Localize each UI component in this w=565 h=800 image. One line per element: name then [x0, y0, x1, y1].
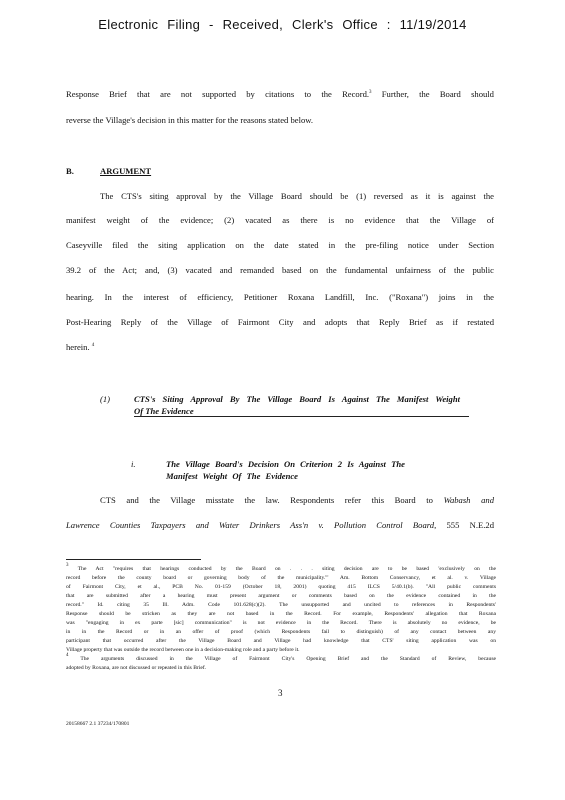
- footnote-ref: 3: [369, 90, 372, 95]
- subheading-line: The Village Board's Decision On Criterion 2 Is Against The: [166, 459, 405, 469]
- subheading-number: i.: [131, 459, 136, 469]
- body-line: 39.2 of the Act; and, (3) vacated and remanded based on the fundamental unfairness of the public: [66, 265, 494, 275]
- body-line: Caseyville filed the siting application on the date stated in the pre-filing notice under Section: [66, 240, 494, 250]
- footnote-line: record before the county board or governing body of the municipality.'" Am. Bottom Conservancy, et al. v. Village: [66, 575, 496, 581]
- body-line: Post-Hearing Reply of the Village of Fairmont City and adopts that Reply Brief as if restated: [66, 317, 494, 327]
- footnote-line: $^3$ The Act "requires that hearings conducted by the Board on . . . siting decision are to be based 'exclusively on the: [66, 563, 496, 572]
- body-line: herein. $^4$: [66, 342, 95, 352]
- footnote-line: Response should be stricken as they are not based in the Record. For example, Respondents' allegation that Roxana: [66, 611, 496, 617]
- footnote-line: was "engaging in ex parte [sic] communication" is not evidence in the Record. There is absolutely no evidence, be: [66, 620, 496, 626]
- body-line: reverse the Village's decision in this matter for the reasons stated below.: [66, 115, 314, 125]
- section-letter: B.: [66, 166, 74, 176]
- footnote-ref: 4: [91, 343, 95, 348]
- footnote-line: that are submitted after a hearing must present argument or comments based on the evidence contained in the: [66, 593, 496, 599]
- footnote-line: $^4$ The arguments discussed in the Village of Fairmont City's Opening Brief and the Standard of Review, because: [66, 653, 496, 662]
- subheading-line: Manifest Weight Of The Evidence: [166, 471, 298, 481]
- document-id: 20158667 2.1 37234/170801: [66, 721, 130, 727]
- body-line: manifest weight of the evidence; (2) vacated as there is no evidence that the Village of: [66, 215, 494, 225]
- heading-line: Of The Evidence: [134, 406, 194, 416]
- heading-underline: [134, 416, 469, 417]
- body-line: hearing. In the interest of efficiency, Petitioner Roxana Landfill, Inc. ("Roxana") joins in the: [66, 292, 494, 302]
- heading-line: CTS's Siting Approval By The Village Board Is Against The Manifest Weight: [134, 394, 460, 404]
- electronic-filing-header: Electronic Filing - Received, Clerk's Office : 11/19/2014: [98, 17, 467, 32]
- footnote-line: of Fairmont City, et al., PCB No. 01-159 (October 18, 2001) quoting 415 ILCS 5/40.1(b). "All public comments: [66, 584, 496, 590]
- footnote-divider: [66, 559, 201, 560]
- body-line: CTS and the Village misstate the law. Respondents refer this Board to Wabash and: [100, 495, 494, 505]
- footnote-line: adopted by Roxana, are not discussed or repeated in this Brief.: [66, 665, 207, 671]
- page-number: 3: [278, 688, 283, 698]
- section-title: ARGUMENT: [100, 166, 152, 176]
- footnote-line: in in the Record or in an offer of proof (which Respondents fail to distinguish) of any contact between any: [66, 629, 496, 635]
- body-line: Response Brief that are not supported by citations to the Record.$^3$ Further, the Board should: [66, 89, 494, 99]
- footnote-line: record." Id. citing 35 Ill. Adm. Code 101.628(c)(2). The unsupported and uncited to references in Respondents': [66, 602, 496, 608]
- heading-number: (1): [100, 394, 111, 404]
- footnote-line: participant that occurred after the Village Board and Village had knowledge that CTS' siting application was on: [66, 638, 496, 644]
- body-line: Lawrence Counties Taxpayers and Water Drinkers Ass'n v. Pollution Control Board, 555 N.E.2d: [66, 520, 494, 530]
- body-line: The CTS's siting approval by the Village Board should be (1) reversed as it is against the: [100, 191, 494, 201]
- footnote-line: Village property that was outside the record between one in a decision-making role and a party before it.: [66, 647, 300, 653]
